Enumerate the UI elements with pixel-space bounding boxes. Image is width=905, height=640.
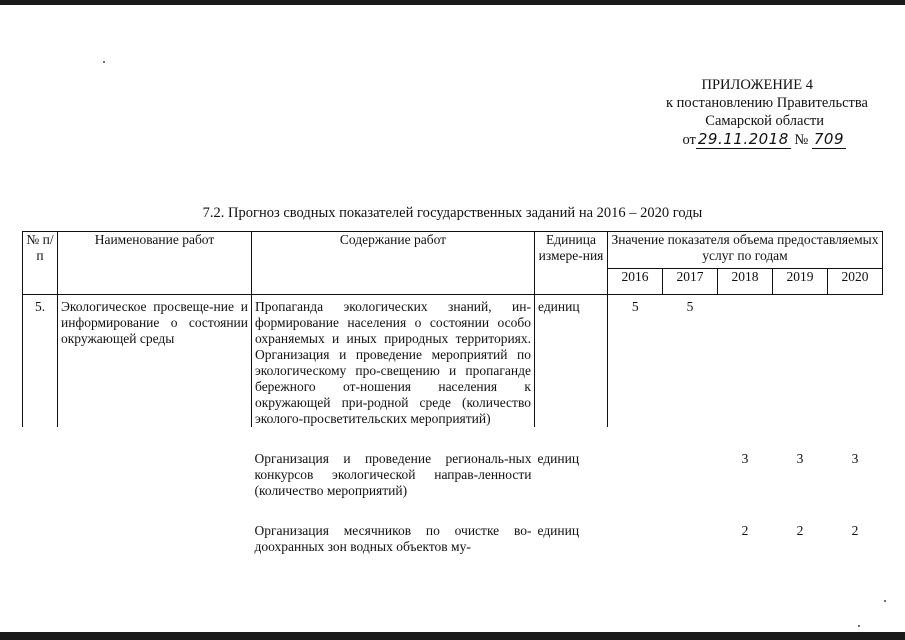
table-row [23, 523, 883, 555]
scan-speck [858, 625, 860, 627]
row-value [663, 451, 718, 499]
handwritten-date: 29.11.2018 [697, 130, 789, 148]
row-value: 3 [741, 451, 749, 466]
row-work-name [58, 451, 252, 499]
row-value: 2 [796, 523, 804, 538]
row-work-content: Организация месячников по очистке во-доохранных зон водных объектов му- [254, 523, 532, 554]
row-unit: единиц [537, 451, 580, 466]
handwritten-number: 709 [813, 130, 844, 148]
header-year: 2016 [608, 269, 663, 295]
header-num: № п/п [23, 232, 58, 295]
row-value: 3 [796, 451, 804, 466]
row-value: 5 [686, 299, 694, 314]
date-prefix: от [682, 132, 696, 148]
row-work-name: Экологическое просвеще-ние и информирование о состоянии окружающей среды [58, 295, 252, 428]
header-year: 2019 [773, 269, 828, 295]
row-work-name [58, 523, 252, 555]
number-sign: № [794, 132, 809, 148]
appendix-title: ПРИЛОЖЕНИЕ 4 [701, 77, 813, 93]
header-name: Наименование работ [58, 232, 252, 295]
top-scan-border [0, 0, 905, 5]
header-year: 2020 [828, 269, 883, 295]
header-year: 2017 [663, 269, 718, 295]
appendix-header [666, 76, 868, 149]
table-row [23, 295, 883, 428]
row-value [828, 295, 883, 428]
appendix-line-region: Самарской области [705, 113, 824, 129]
row-num [23, 523, 58, 555]
row-value [718, 295, 773, 428]
row-value [773, 295, 828, 428]
row-unit: единиц [535, 295, 608, 428]
row-value [663, 523, 718, 555]
scan-speck [884, 600, 886, 602]
row-work-content: Организация и проведение региональ-ных конкурсов экологической направ-ленности (количество мероприятий) [254, 451, 532, 498]
header-value-group: Значение показателя объема предоставляемых услуг по годам [608, 232, 883, 269]
appendix-line-resolution: к постановлению Правительства [666, 95, 868, 111]
row-value: 5 [631, 299, 639, 314]
row-value: 2 [851, 523, 859, 538]
indicators-table [22, 231, 883, 555]
row-num [23, 451, 58, 499]
row-work-content: Пропаганда экологических знаний, ин-формирование населения о состоянии особо охраняемых и иных природных территориях. Организация и проведение мероприятий по экологическому про-свещению и пропаганде бережного от-ношения населения к окружающей при-родной среде (количество эколого-просветительских мероприятий) [252, 295, 535, 428]
row-unit: единиц [537, 523, 580, 538]
scan-speck [103, 61, 105, 63]
header-content: Содержание работ [252, 232, 535, 295]
appendix-date-line [666, 130, 846, 149]
row-num: 5. [23, 295, 58, 428]
row-value: 3 [851, 451, 859, 466]
document-title: 7.2. Прогноз сводных показателей государственных заданий на 2016 – 2020 годы [202, 205, 703, 221]
header-year: 2018 [718, 269, 773, 295]
row-value [608, 451, 663, 499]
table-row [23, 451, 883, 499]
row-value [608, 523, 663, 555]
header-unit: Единица измере-ния [535, 232, 608, 295]
bottom-scan-border [0, 632, 905, 640]
row-value: 2 [741, 523, 749, 538]
